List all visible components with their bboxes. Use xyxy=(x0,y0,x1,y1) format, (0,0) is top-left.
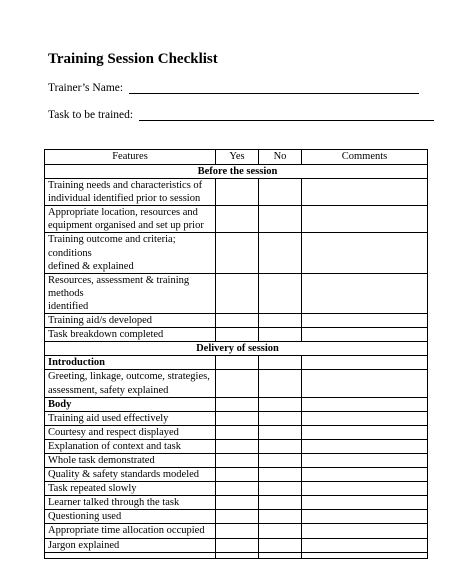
checklist-row xyxy=(45,453,428,467)
yes-cell[interactable] xyxy=(216,524,259,538)
yes-cell[interactable] xyxy=(216,328,259,342)
section-row xyxy=(45,165,428,179)
feature-cell xyxy=(45,273,216,313)
feature-text-line: Resources, assessment & training methods xyxy=(48,274,190,299)
yes-cell[interactable] xyxy=(216,496,259,510)
checklist-row xyxy=(45,314,428,328)
feature-cell xyxy=(45,439,216,453)
trainer-name-field[interactable] xyxy=(48,82,419,94)
no-cell[interactable] xyxy=(259,370,302,397)
comments-cell[interactable] xyxy=(302,370,428,397)
feature-text-line: Task repeated slowly xyxy=(48,483,137,495)
checklist-row xyxy=(45,233,428,273)
document-title: Training Session Checklist xyxy=(48,51,218,67)
no-cell[interactable] xyxy=(259,397,302,411)
feature-cell xyxy=(45,233,216,273)
comments-cell[interactable] xyxy=(302,439,428,453)
subhead-label: Body xyxy=(45,397,216,411)
no-cell[interactable] xyxy=(259,453,302,467)
comments-cell[interactable] xyxy=(302,233,428,273)
checklist-row xyxy=(45,538,428,552)
section-heading: Before the session xyxy=(45,165,428,179)
yes-cell[interactable] xyxy=(216,397,259,411)
no-cell[interactable] xyxy=(259,273,302,313)
feature-cell xyxy=(45,538,216,552)
no-cell[interactable] xyxy=(259,411,302,425)
cut-off-cell xyxy=(216,552,259,558)
feature-text-line: Appropriate time allocation occupied xyxy=(48,525,205,537)
yes-cell[interactable] xyxy=(216,510,259,524)
comments-cell[interactable] xyxy=(302,273,428,313)
cut-off-cell xyxy=(259,552,302,558)
yes-cell[interactable] xyxy=(216,425,259,439)
header-comments: Comments xyxy=(302,150,428,165)
feature-text-line: equipment organised and set up prior xyxy=(48,220,204,232)
no-cell[interactable] xyxy=(259,356,302,370)
yes-cell[interactable] xyxy=(216,356,259,370)
feature-cell xyxy=(45,206,216,233)
no-cell[interactable] xyxy=(259,206,302,233)
feature-text-line: Task breakdown completed xyxy=(48,329,164,341)
comments-cell[interactable] xyxy=(302,328,428,342)
comments-cell[interactable] xyxy=(302,538,428,552)
comments-cell[interactable] xyxy=(302,397,428,411)
no-cell[interactable] xyxy=(259,524,302,538)
task-to-be-trained-line[interactable] xyxy=(139,110,434,121)
checklist-row xyxy=(45,482,428,496)
no-cell[interactable] xyxy=(259,328,302,342)
feature-text-line: Jargon explained xyxy=(48,539,120,551)
feature-text-line: Appropriate location, resources and xyxy=(48,207,198,219)
feature-text-line: identified xyxy=(48,300,89,312)
comments-cell[interactable] xyxy=(302,468,428,482)
no-cell[interactable] xyxy=(259,314,302,328)
feature-cell xyxy=(45,510,216,524)
checklist-row xyxy=(45,370,428,397)
feature-text-line: Training aid/s developed xyxy=(48,315,153,327)
header-no: No xyxy=(259,150,302,165)
trainer-name-line[interactable] xyxy=(129,83,419,94)
no-cell[interactable] xyxy=(259,179,302,206)
checklist-row xyxy=(45,273,428,313)
yes-cell[interactable] xyxy=(216,273,259,313)
no-cell[interactable] xyxy=(259,439,302,453)
yes-cell[interactable] xyxy=(216,206,259,233)
no-cell[interactable] xyxy=(259,496,302,510)
subhead-label: Introduction xyxy=(45,356,216,370)
yes-cell[interactable] xyxy=(216,179,259,206)
comments-cell[interactable] xyxy=(302,453,428,467)
feature-cell xyxy=(45,425,216,439)
feature-text-line: Questioning used xyxy=(48,511,122,523)
feature-text-line: Quality & safety standards modeled xyxy=(48,469,200,481)
feature-cell xyxy=(45,179,216,206)
section-row xyxy=(45,342,428,356)
feature-text-line: Training outcome and criteria; conditions xyxy=(48,234,176,259)
feature-cell xyxy=(45,328,216,342)
comments-cell[interactable] xyxy=(302,482,428,496)
comments-cell[interactable] xyxy=(302,524,428,538)
feature-text-line: Whole task demonstrated xyxy=(48,454,155,466)
cut-off-row xyxy=(45,552,428,558)
yes-cell[interactable] xyxy=(216,453,259,467)
subhead-row xyxy=(45,356,428,370)
checklist-row xyxy=(45,524,428,538)
cut-off-cell xyxy=(302,552,428,558)
yes-cell[interactable] xyxy=(216,233,259,273)
feature-text-line: Training needs and characteristics of xyxy=(48,180,203,192)
feature-cell xyxy=(45,468,216,482)
comments-cell[interactable] xyxy=(302,356,428,370)
no-cell[interactable] xyxy=(259,233,302,273)
checklist-row xyxy=(45,179,428,206)
trainer-name-label: Trainer’s Name: xyxy=(48,82,124,94)
feature-text-line: defined & explained xyxy=(48,260,134,272)
header-yes: Yes xyxy=(216,150,259,165)
comments-cell[interactable] xyxy=(302,411,428,425)
feature-cell xyxy=(45,496,216,510)
checklist-row xyxy=(45,411,428,425)
checklist-row xyxy=(45,468,428,482)
section-heading: Delivery of session xyxy=(45,342,428,356)
feature-text-line: Training aid used effectively xyxy=(48,412,169,424)
no-cell[interactable] xyxy=(259,468,302,482)
yes-cell[interactable] xyxy=(216,314,259,328)
yes-cell[interactable] xyxy=(216,370,259,397)
checklist-row xyxy=(45,439,428,453)
feature-cell xyxy=(45,453,216,467)
comments-cell[interactable] xyxy=(302,179,428,206)
yes-cell[interactable] xyxy=(216,439,259,453)
checklist-row xyxy=(45,206,428,233)
comments-cell[interactable] xyxy=(302,314,428,328)
yes-cell[interactable] xyxy=(216,538,259,552)
checklist-row xyxy=(45,510,428,524)
no-cell[interactable] xyxy=(259,425,302,439)
comments-cell[interactable] xyxy=(302,206,428,233)
feature-cell xyxy=(45,482,216,496)
no-cell[interactable] xyxy=(259,538,302,552)
feature-text-line: Explanation of context and task xyxy=(48,440,181,452)
comments-cell[interactable] xyxy=(302,425,428,439)
comments-cell[interactable] xyxy=(302,496,428,510)
header-row xyxy=(45,150,428,165)
feature-cell xyxy=(45,411,216,425)
feature-cell xyxy=(45,314,216,328)
yes-cell[interactable] xyxy=(216,468,259,482)
no-cell[interactable] xyxy=(259,482,302,496)
comments-cell[interactable] xyxy=(302,510,428,524)
feature-cell xyxy=(45,370,216,397)
checklist-table xyxy=(44,149,428,559)
feature-cell xyxy=(45,524,216,538)
yes-cell[interactable] xyxy=(216,411,259,425)
feature-text-line: Learner talked through the task xyxy=(48,497,180,509)
task-to-be-trained-label: Task to be trained: xyxy=(48,109,134,121)
feature-text-line: individual identified prior to session xyxy=(48,193,201,205)
checklist-row xyxy=(45,425,428,439)
task-to-be-trained-field[interactable] xyxy=(48,109,434,121)
yes-cell[interactable] xyxy=(216,482,259,496)
feature-text-line: Greeting, linkage, outcome, strategies, xyxy=(48,371,210,383)
feature-text-line: assessment, safety explained xyxy=(48,384,169,396)
checklist-row xyxy=(45,328,428,342)
header-features: Features xyxy=(45,150,216,165)
subhead-row xyxy=(45,397,428,411)
cut-off-cell xyxy=(45,552,216,558)
checklist-row xyxy=(45,496,428,510)
no-cell[interactable] xyxy=(259,510,302,524)
feature-text-line: Courtesy and respect displayed xyxy=(48,426,179,438)
